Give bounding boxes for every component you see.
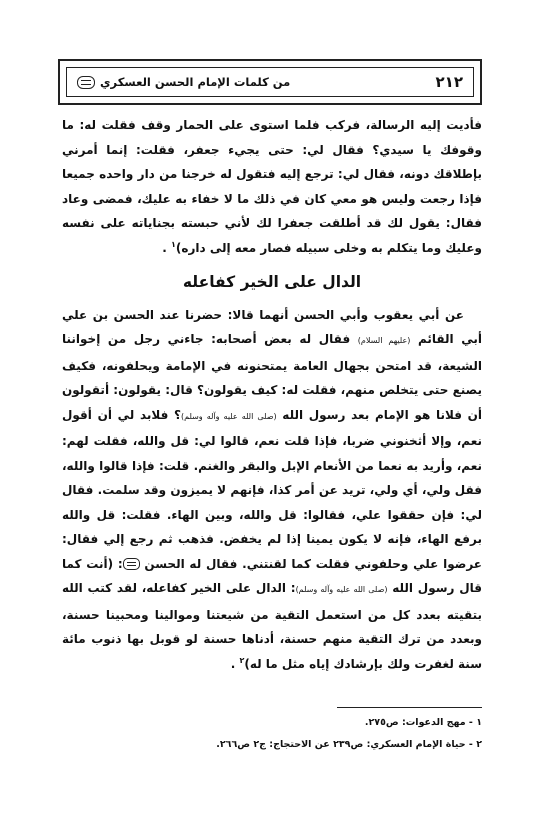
running-title-text: من كلمات الإمام الحسن العسكري: [100, 75, 291, 89]
main-text: [62, 113, 482, 676]
paragraph-2-part-a: عن أبي يعقوب وأبي الحسن أنهما قالا: حضرنا عند الحسن بن علي أبي القائم: [62, 307, 482, 346]
paragraph-2-end: .: [230, 656, 236, 671]
footnotes: [62, 712, 482, 756]
running-header-inner: [66, 67, 474, 97]
paragraph-2-part-e: : الدال على الخير كفاعله، لقد كتب الله بتقيته بعدد كل من استعمل التقية من شيعتنا وموالينا ومحبينا حسنة، وبعدد من ترك التقية منهم حسنة، أدناها حسنة لو قوبل بها ذنوب مائة سنة لغفرت ولك بإرشادك إياه مثل ما له): [62, 581, 482, 671]
paragraph-2: [62, 303, 482, 677]
paragraph-2-part-c: ؟ فلابد لي أن أقول نعم، وإلا أثخنوني ضربا، فإذا قلت نعم، قالوا لي: قل والله، فقلت لهم: نعم، وأريد به نعما من الأنعام الإبل والبقر والغنم. قلت: فإذا قالوا والله، فقل ولي، أي ولي، تريد عن أمر كذا، فإنهم لا يميزون وقد سلمت. فقال لي: فإن حققوا علي، فقالوا: قل والله، وبين الهاء. فقلت: قل والله برفع الهاء، فإنه لا يكون يمينا إذا لم يخفض. فذهب ثم رجع إلي فقال: عرضوا علي وحلفوني فقلت كما لقنتني. فقال له الحسن: [62, 407, 482, 571]
footnote-divider: [337, 707, 482, 708]
footnote-1: ١ - مهج الدعوات: ص٢٧٥.: [364, 717, 482, 728]
page-number: ٢١٢: [435, 73, 463, 91]
paragraph-2-part-d: : (أنت كما قال رسول الله: [62, 556, 482, 595]
running-title: [77, 75, 290, 89]
section-heading: الدال على الخير كفاعله: [182, 273, 362, 291]
honorific-seal-icon: [77, 76, 95, 89]
honorific-seal-icon: [123, 558, 140, 570]
salawat-formula-1: (صلى الله عليه وآله وسلم): [181, 411, 277, 421]
paragraph-1: [62, 113, 482, 260]
salawat-formula-2: (صلى الله عليه وآله وسلم): [295, 585, 388, 594]
footnote-ref-1: ١: [171, 239, 176, 249]
paragraph-1-text: فأديت إليه الرسالة، فركب فلما استوى على الحمار وقف فقلت له: ما وقوفك يا سيدي؟ فقال لي: حتى يجيء جعفر، فقلت: إنما أمرني بإطلاقك دونه، فقال لي: ترجع إليه فتقول له خرجنا من دار واحده جميعا فإذا رجعت وليس هو معي كان في ذلك ما لا خفاء به عليك، فمضى وعاد فقال: يقول لك قد أطلقت جعفرا لك لأني حبسته بجناياته على نفسه وعليك وما يتكلم به وخلى سبيله فصار معه إلى داره): [62, 118, 482, 255]
footnote-2: ٢ - حياة الإمام العسكري: ص٢٣٩ عن الاحتجاج: ج٢ ص٢٦٦.: [216, 739, 482, 750]
footnote-ref-2: ٢: [239, 655, 245, 665]
paragraph-1-end: .: [162, 240, 167, 255]
running-header: [58, 59, 482, 105]
salam-formula: (عليهم السلام): [357, 336, 411, 345]
paragraph-2-part-b: فقال له بعض أصحابه: جاءني رجل من إخواننا الشيعة، قد امتحن بجهال العامة يمتحنونه في الإمامة ويحلفونه، فكيف يصنع حتى يتخلص منهم، فقلت له: كيف يقولون؟ قال: يقولون: أتقولون أن فلانا هو الإمام بعد رسول الله: [62, 332, 482, 422]
